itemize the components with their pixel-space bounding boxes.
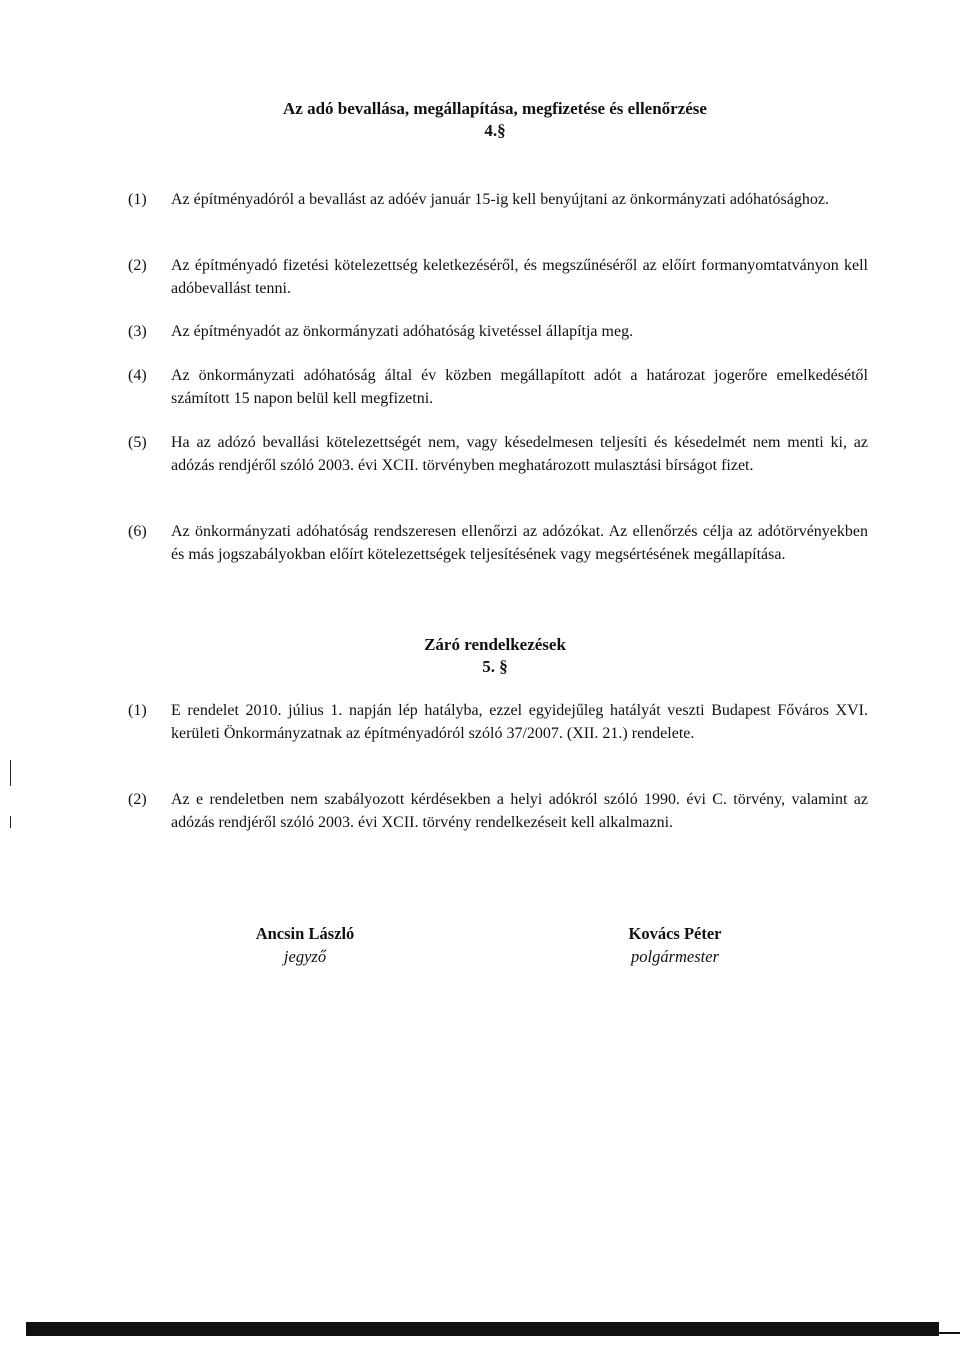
paragraph-text: Az e rendeletben nem szabályozott kérdésekben a helyi adókról szóló 1990. évi C. törvény, valamint az adózás rendjéről szóló 2003. évi XCII. törvény rendelkezéseit kell alkalmazni. [171,791,868,831]
signatory-name: Kovács Péter [628,924,722,943]
paragraph-number: (6) [128,523,147,540]
scan-edge-line [939,1332,960,1334]
paragraph-text: Az építményadó fizetési kötelezettség keletkezéséről, és megszűnéséről az előírt formanyomtatványon kell adóbevallást tenni. [171,257,868,297]
section-4-number: 4.§ [484,121,506,140]
paragraph-number: (5) [128,434,147,451]
section-4-paragraph-2 [128,254,868,300]
margin-revision-mark [10,816,11,828]
paragraph-number: (3) [128,323,147,340]
section-5-title: Záró rendelkezések [424,635,566,654]
section-5-paragraph-2 [128,788,868,834]
section-4-heading [0,98,960,142]
paragraph-text: Az építményadóról a bevallást az adóév január 15-ig kell benyújtani az önkormányzati adóhatósághoz. [171,191,829,208]
signatory-name: Ancsin László [255,924,355,943]
section-5-number: 5. § [482,657,508,676]
section-5-paragraph-1 [128,699,868,745]
section-4-paragraph-6 [128,520,868,566]
paragraph-text: E rendelet 2010. július 1. napján lép hatályba, ezzel egyidejűleg hatályát veszti Budapest Főváros XVI. kerületi Önkormányzatnak az építményadóról szóló 37/2007. (XII. 21.) rendelete. [171,702,868,742]
section-4-title: Az adó bevallása, megállapítása, megfizetése és ellenőrzése [283,99,707,118]
section-5-heading [0,634,960,678]
signatory-role: polgármester [631,947,719,966]
scan-edge-bar [26,1322,939,1336]
signatory-role: jegyző [283,947,327,966]
paragraph-number: (4) [128,367,147,384]
paragraph-number: (2) [128,257,147,274]
paragraph-text: Az építményadót az önkormányzati adóhatóság kivetéssel állapítja meg. [171,323,634,340]
section-4-paragraph-4 [128,364,868,410]
section-4-paragraph-3 [128,320,868,343]
paragraph-number: (1) [128,191,147,208]
paragraph-number: (1) [128,702,147,719]
signature-notary [230,922,380,968]
paragraph-text: Ha az adózó bevallási kötelezettségét nem, vagy késedelmesen teljesíti és késedelmét nem menti ki, az adózás rendjéről szóló 2003. évi XCII. törvényben meghatározott mulasztási bírságot fizet. [171,434,868,474]
paragraph-text: Az önkormányzati adóhatóság rendszeresen ellenőrzi az adózókat. Az ellenőrzés célja az adótörvényekben és más jogszabályokban előírt kötelezettségek teljesítésének vagy megsértésének megállapítása. [171,523,868,563]
section-4-paragraph-5 [128,431,868,477]
margin-revision-mark [10,760,11,786]
signature-mayor [600,922,750,968]
paragraph-number: (2) [128,791,147,808]
section-4-paragraph-1 [128,188,868,211]
paragraph-text: Az önkormányzati adóhatóság által év közben megállapított adót a határozat jogerőre emelkedésétől számított 15 napon belül kell megfizetni. [171,367,868,407]
